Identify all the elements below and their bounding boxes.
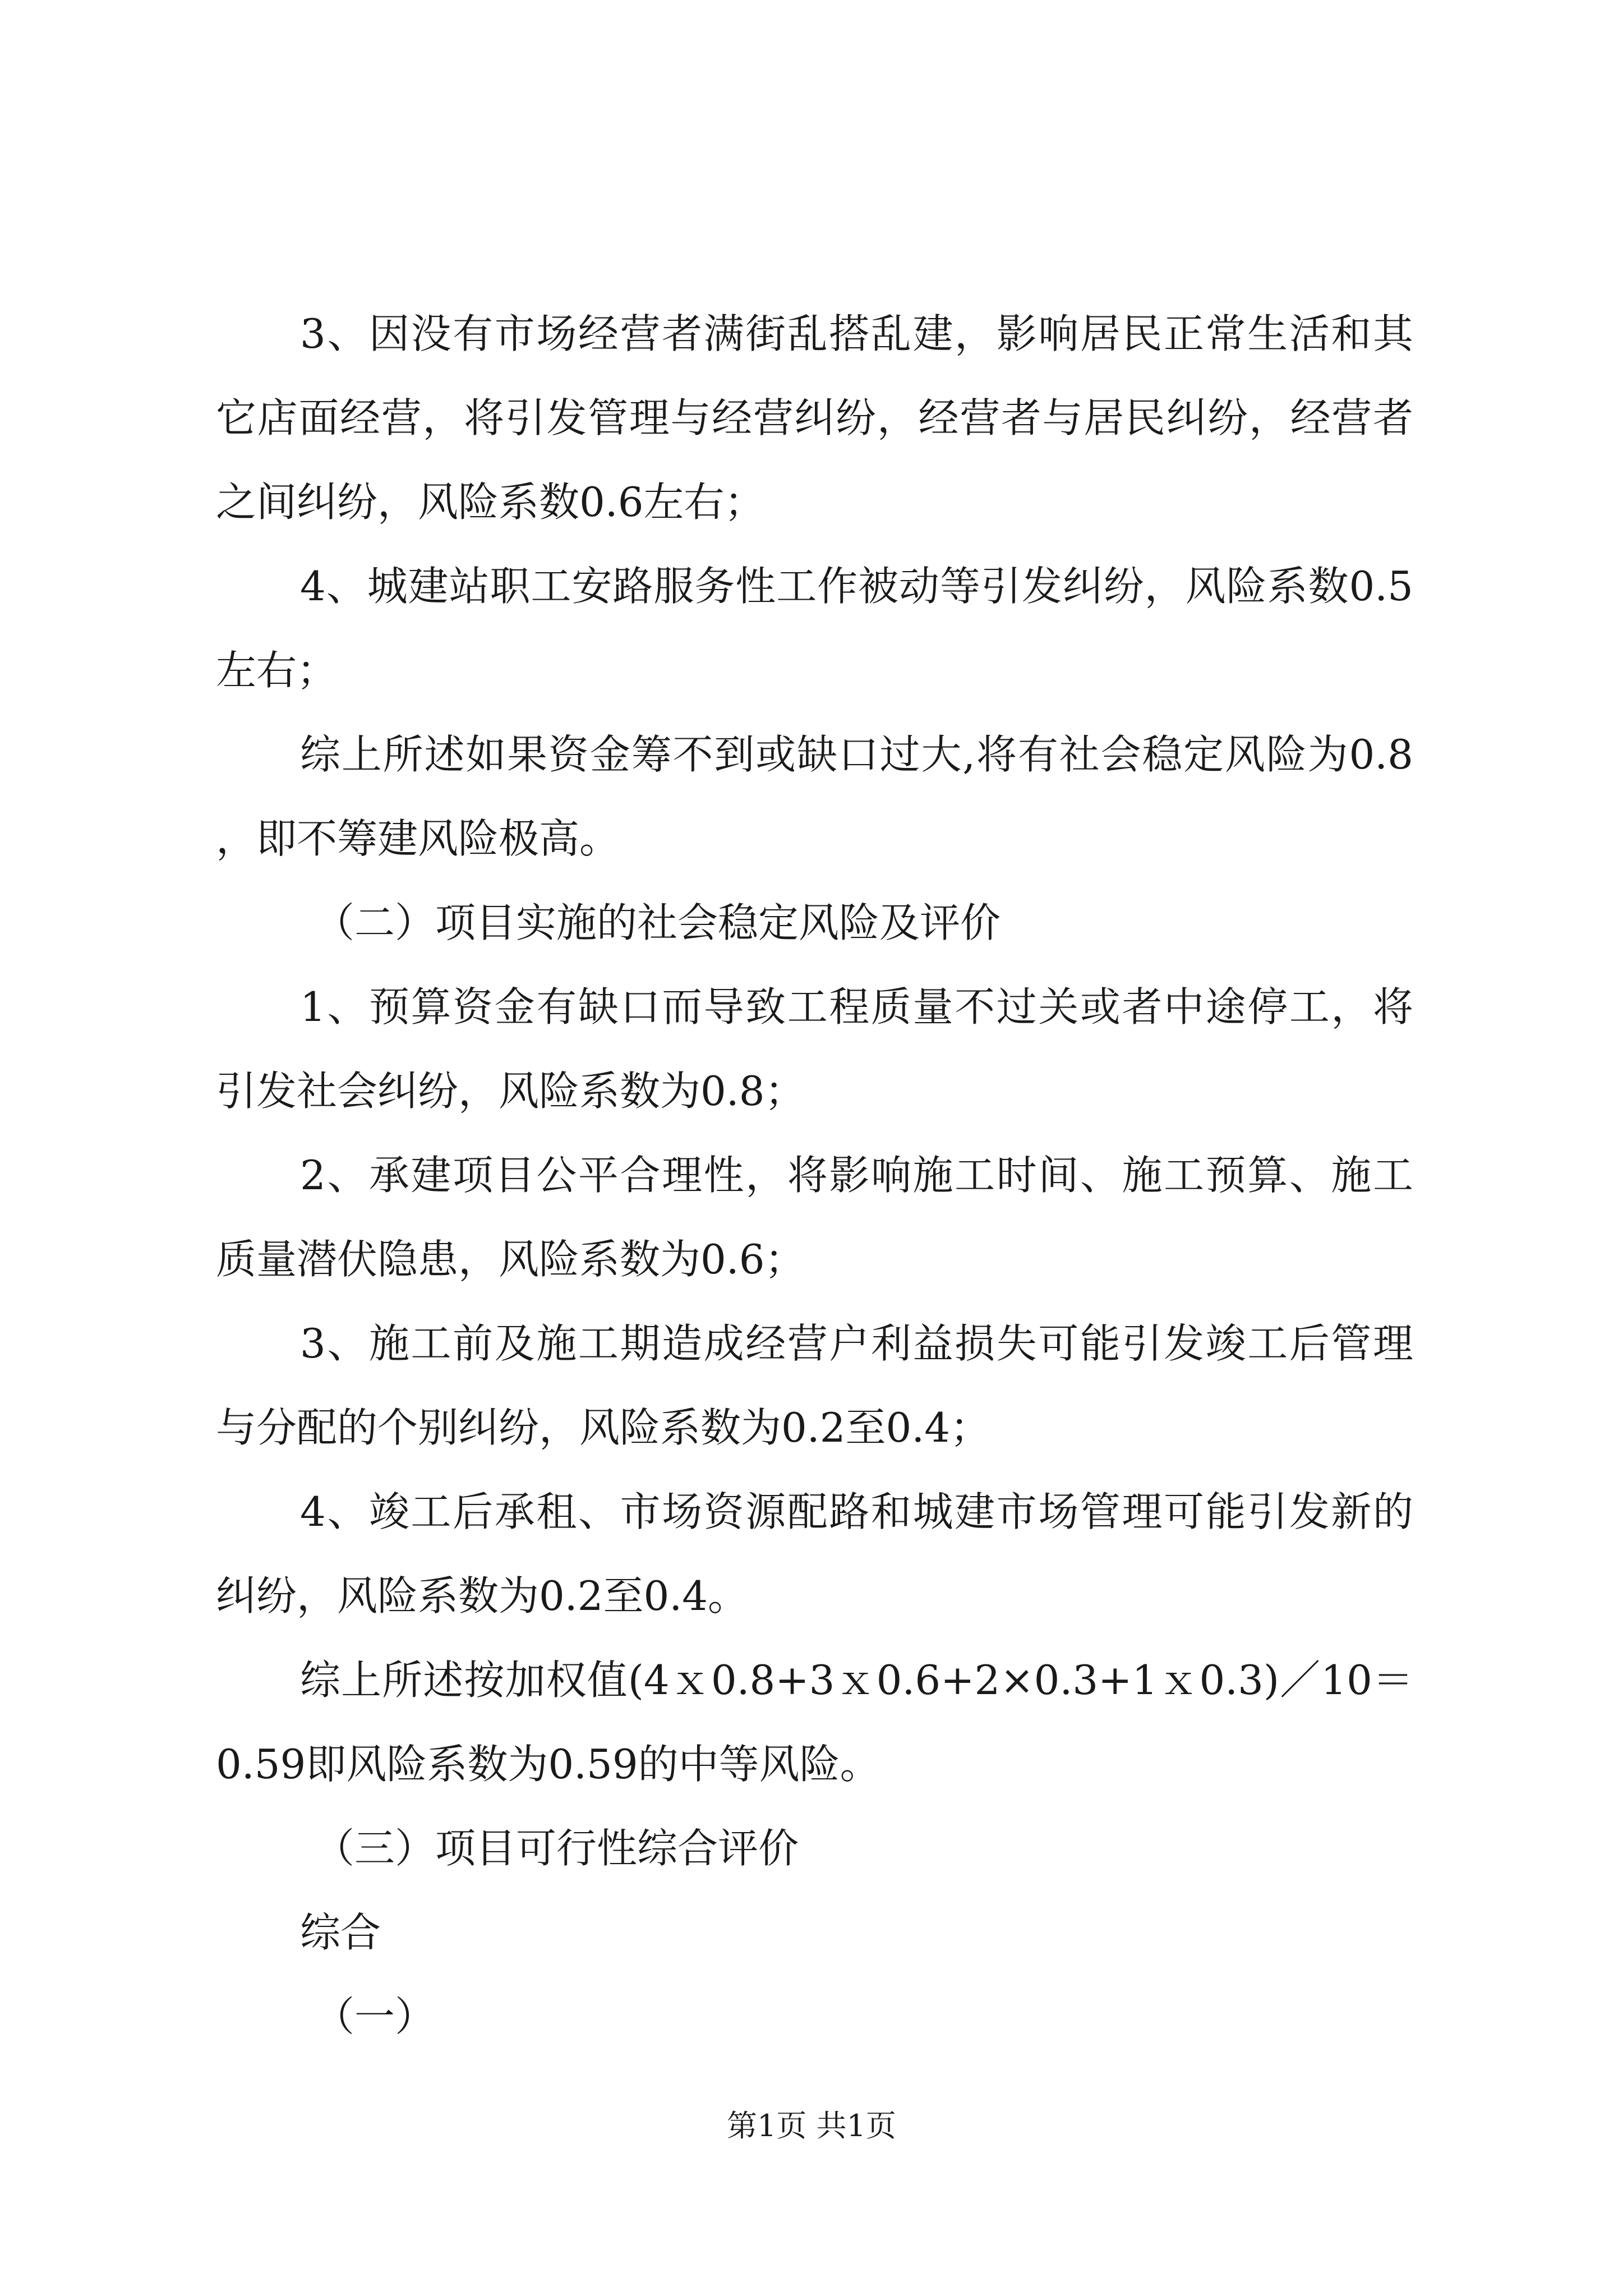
paragraph-impl-4: 4、竣工后承租、市场资源配路和城建市场管理可能引发新的纠纷，风险系数为0.2至0.4。 [216, 1488, 1413, 1619]
page-footer: 第1页 共1页 [727, 2108, 896, 2143]
section-heading-3: （三）项目可行性综合评价 [314, 1825, 799, 1872]
paragraph-impl-3: 3、施工前及施工期造成经营户利益损失可能引发竣工后管理与分配的个别纠纷，风险系数为0.2至0.4； [216, 1320, 1413, 1451]
paragraph-risk-3: 3、因没有市场经营者满街乱搭乱建，影响居民正常生活和其它店面经营，将引发管理与经营纠纷，经营者与居民纠纷，经营者之间纠纷，风险系数0.6左右； [216, 310, 1413, 526]
paragraph-summary-1: 综上所述如果资金筹不到或缺口过大,将有社会稳定风险为0.8，即不筹建风险极高。 [216, 731, 1413, 862]
document-body [216, 292, 1413, 2059]
paragraph-impl-1: 1、预算资金有缺口而导致工程质量不过关或者中途停工，将引发社会纠纷，风险系数为0.8； [216, 983, 1413, 1115]
paragraph-summary-2: 综上所述按加权值(4ｘ0.8+3ｘ0.6+2×0.3+1ｘ0.3)／10＝0.59即风险系数为0.59的中等风险。 [216, 1657, 1413, 1788]
paragraph-risk-4: 4、城建站职工安路服务性工作被动等引发纠纷，风险系数0.5左右； [216, 563, 1413, 694]
section-heading-2: （二）项目实施的社会稳定风险及评价 [314, 899, 1001, 946]
paragraph-comprehensive: 综合 [300, 1909, 381, 1956]
paragraph-impl-2: 2、承建项目公平合理性，将影响施工时间、施工预算、施工质量潜伏隐患，风险系数为0.6； [216, 1152, 1413, 1283]
section-heading-1: （一） [314, 1993, 436, 2040]
